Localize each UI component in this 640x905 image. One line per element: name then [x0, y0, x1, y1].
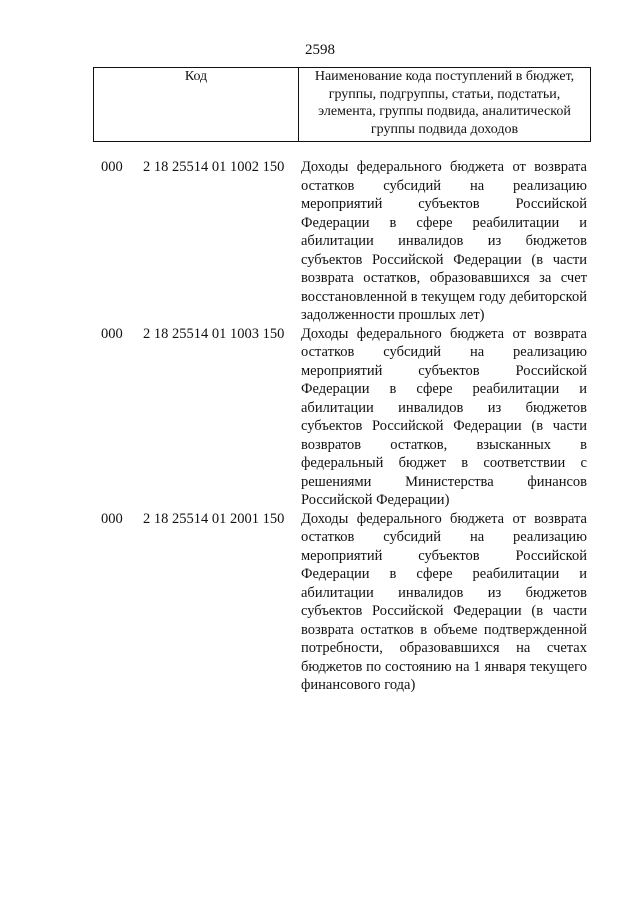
income-code: 2 18 25514 01 1002 150 — [143, 159, 285, 175]
header-name-cell: Наименование кода поступлений в бюджет, группы, подгруппы, статьи, подстатьи, элемента, группы подвида, аналитической группы подвида доходов — [299, 68, 591, 142]
table-row — [0, 158, 640, 325]
admin-code: 000 — [101, 159, 123, 175]
page-number: 2598 — [305, 42, 335, 58]
table-row — [0, 510, 640, 695]
table-header — [93, 67, 591, 142]
table-row — [0, 325, 640, 510]
header-code-cell: Код — [94, 68, 299, 142]
income-description: Доходы федерального бюджета от возврата остатков субсидий на реализацию мероприятий субъектов Российской Федерации в сфере реабилитации и абилитации инвалидов из бюджетов субъектов Российской Федерации (в части возврата остатков в объеме подтвержденной потребности, образовавшихся на счетах бюджетов по состоянию на 1 января текущего финансового года) — [301, 510, 587, 693]
income-description: Доходы федерального бюджета от возврата остатков субсидий на реализацию мероприятий субъектов Российской Федерации в сфере реабилитации и абилитации инвалидов из бюджетов субъектов Российской Федерации (в части возвратов остатков, взысканных в федеральный бюджет в соответствии с решениями Министерства финансов Российской Федерации) — [301, 325, 587, 508]
income-code-list — [0, 158, 640, 695]
income-code: 2 18 25514 01 2001 150 — [143, 510, 285, 527]
admin-code: 000 — [101, 510, 123, 527]
income-code: 2 18 25514 01 1003 150 — [143, 325, 285, 342]
admin-code: 000 — [101, 325, 123, 342]
income-description: Доходы федерального бюджета от возврата остатков субсидий на реализацию мероприятий субъектов Российской Федерации в сфере реабилитации и абилитации инвалидов из бюджетов субъектов Российской Федерации (в части возврата остатков, образовавшихся за счет восстановленной в текущем году дебиторской задолженности прошлых лет) — [301, 159, 587, 323]
